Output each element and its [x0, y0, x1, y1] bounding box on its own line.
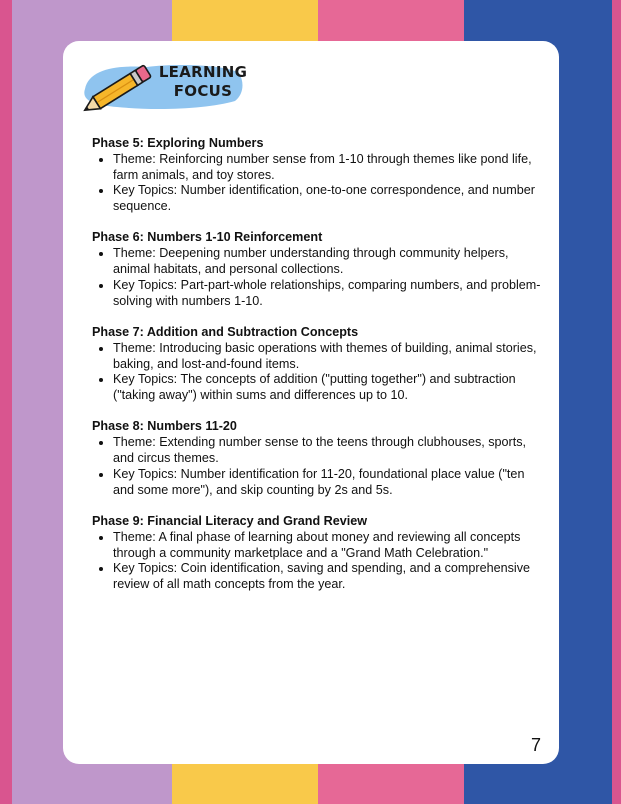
- background-stripe-pink-left: [0, 0, 12, 804]
- phase-title: Phase 5: Exploring Numbers: [92, 136, 264, 150]
- phase-title: Phase 7: Addition and Subtraction Concepts: [92, 324, 359, 339]
- phase-bullet-topics: • Key Topics: Part-part-whole relationships, comparing numbers, and problem-solving with numbers 1-10.: [113, 278, 542, 310]
- phase-section: [92, 136, 542, 215]
- phase-title: Phase 9: Financial Literacy and Grand Review: [92, 513, 368, 528]
- phase-section: [92, 419, 542, 498]
- phase-bullet-topics: • Key Topics: Number identification for 11-20, foundational place value ("ten and some more"), and skip counting by 2s and 5s.: [113, 467, 542, 499]
- content-card: [63, 41, 559, 764]
- page-number: 7: [530, 735, 541, 755]
- phase-bullet-topics: • Key Topics: The concepts of addition ("putting together") and subtraction ("taking away") within sums and differences up to 10.: [113, 372, 542, 404]
- badge-title-line1: LEARNING: [158, 63, 248, 81]
- phase-title: Phase 8: Numbers 11-20: [92, 419, 237, 434]
- phase-bullet-theme: • Theme: A final phase of learning about money and reviewing all concepts through a community marketplace and a "Grand Math Celebration.": [113, 530, 542, 562]
- phase-section: [92, 230, 542, 309]
- badge-title-line2: FOCUS: [173, 82, 233, 100]
- phase-bullet-topics: • Key Topics: Coin identification, saving and spending, and a comprehensive review of all math concepts from the year.: [113, 561, 542, 593]
- phase-bullet-theme: • Theme: Reinforcing number sense from 1-10 through themes like pond life, farm animals, and toy stores.: [113, 152, 542, 184]
- phase-list: [92, 136, 542, 608]
- phase-bullet-topics: • Key Topics: Number identification, one-to-one correspondence, and number sequence.: [113, 183, 542, 215]
- phase-bullet-theme: • Theme: Introducing basic operations with themes of building, animal stories, baking, and lost-and-found items.: [113, 341, 542, 373]
- phase-bullet-theme: • Theme: Extending number sense to the teens through clubhouses, sports, and circus themes.: [113, 435, 542, 467]
- badge-title: [153, 63, 253, 101]
- phase-bullet-theme: • Theme: Deepening number understanding through community helpers, animal habitats, and personal collections.: [113, 246, 542, 278]
- background-stripe-pink-right: [612, 0, 621, 804]
- phase-section: [92, 514, 542, 593]
- phase-title: Phase 6: Numbers 1-10 Reinforcement: [92, 230, 323, 245]
- phase-section: [92, 325, 542, 404]
- learning-focus-badge: [77, 55, 247, 115]
